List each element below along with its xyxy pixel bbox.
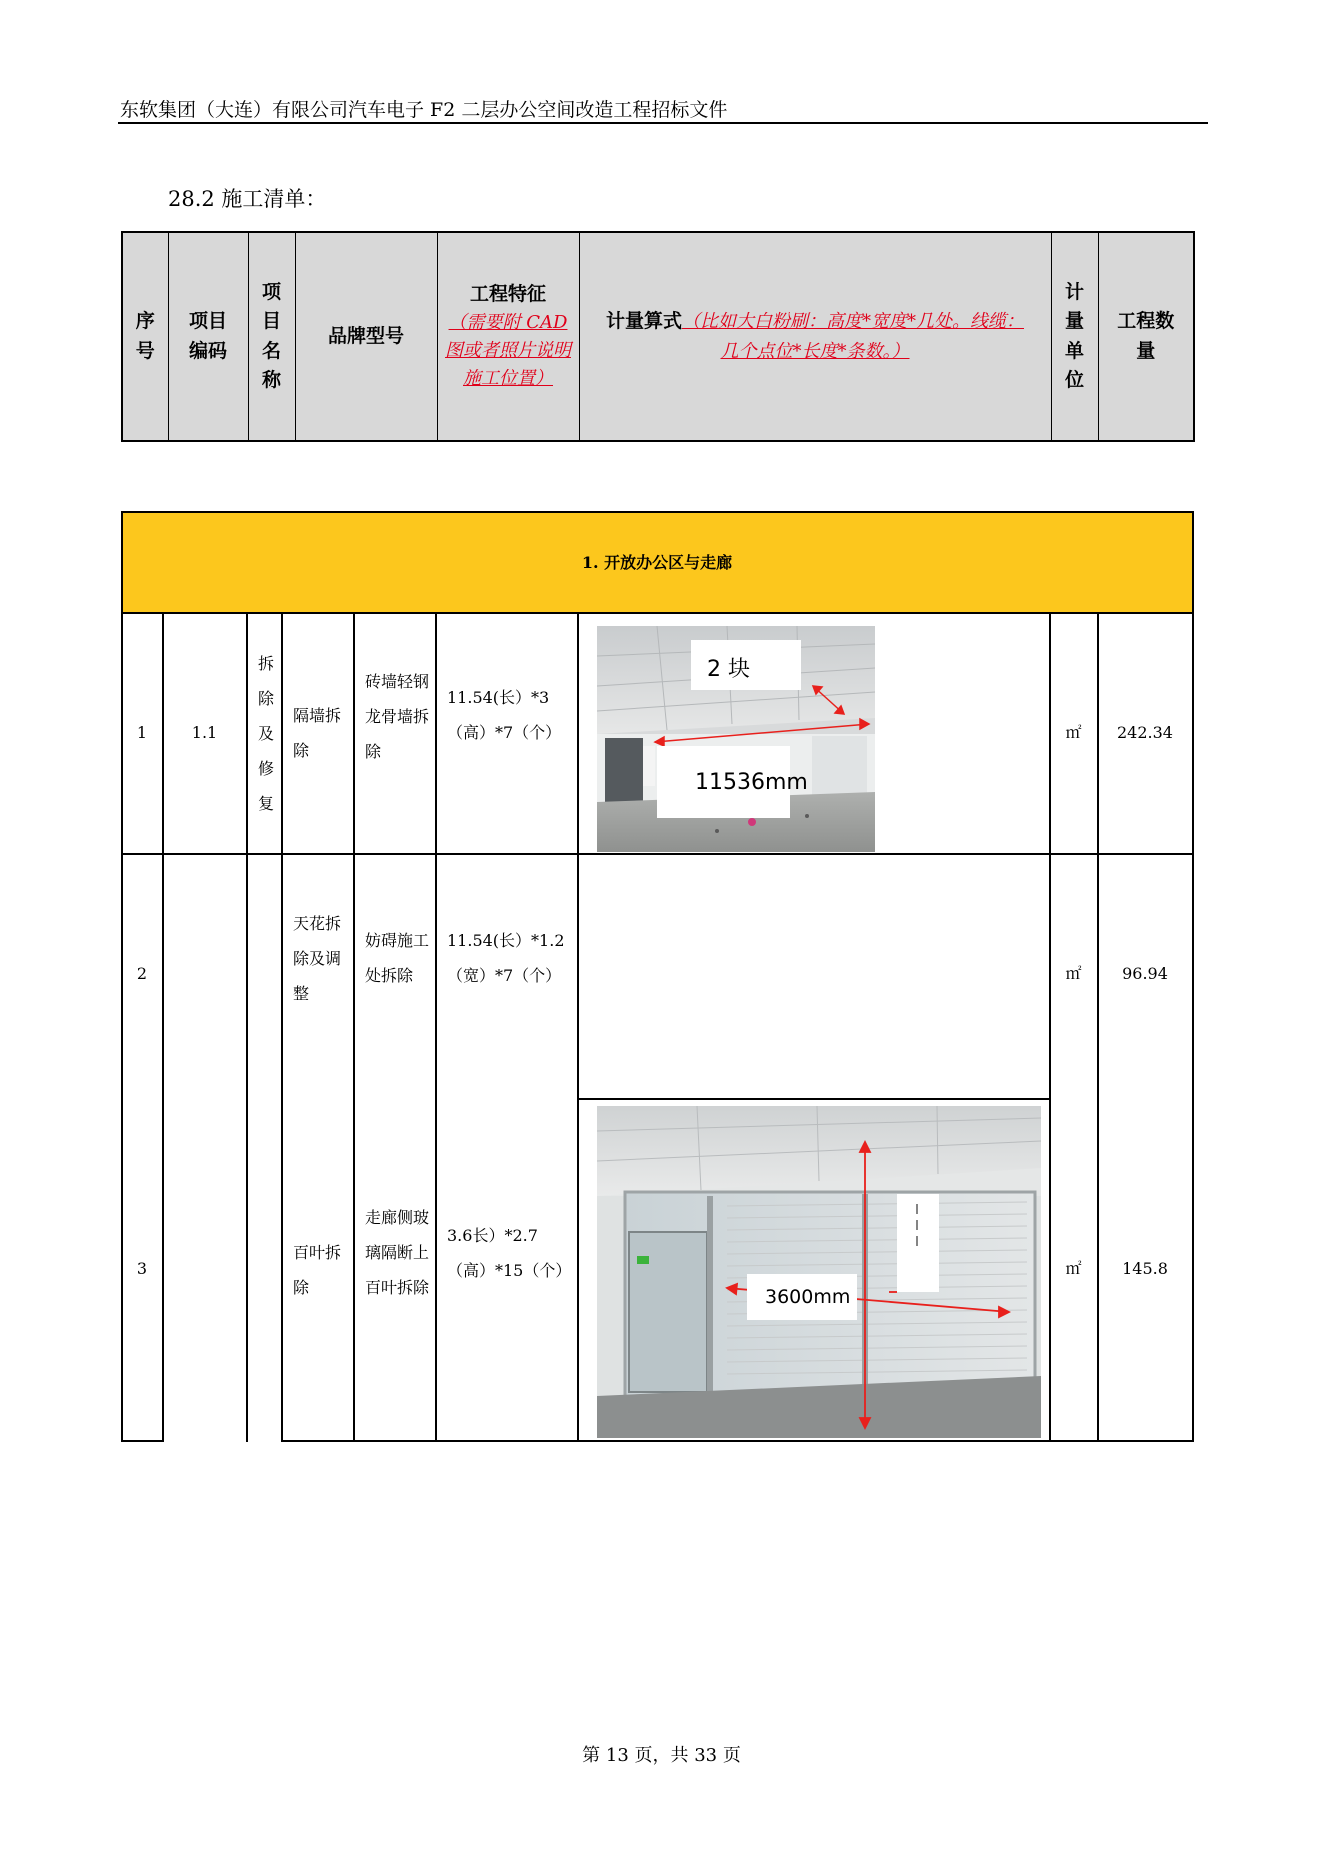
- photo1-label-length: 11536mm: [695, 770, 808, 795]
- col-header-qty: 工程数量: [1098, 232, 1194, 441]
- grid-line: [121, 511, 1193, 513]
- row1-formula: 11.54(长）*3（高）*7（个）: [447, 688, 562, 742]
- grid-line: [121, 1440, 163, 1442]
- grid-line: [281, 612, 283, 1442]
- section-title: 28.2 施工清单：: [168, 187, 327, 211]
- document-header-title: 东软集团（大连）有限公司汽车电子 F2 二层办公空间改造工程招标文件: [120, 99, 728, 121]
- photo2-label-length: 3600mm: [765, 1286, 851, 1308]
- construction-list-header-table: [121, 231, 1195, 442]
- photo-demolition-wall: [597, 626, 875, 852]
- row1-unit: ㎡: [1065, 723, 1082, 742]
- row1-qty: 242.34: [1117, 723, 1173, 742]
- row3-no: 3: [136, 1259, 148, 1278]
- row3-qty: 145.8: [1122, 1259, 1168, 1278]
- row1-no: 1: [136, 723, 148, 742]
- grid-line: [246, 612, 248, 1442]
- group-title: 1. 开放办公区与走廊: [581, 553, 733, 572]
- row2-formula: 11.54(长）*1.2（宽）*7（个）: [447, 931, 565, 985]
- col-header-feature: [437, 232, 579, 441]
- col-header-unit: 计量单位: [1051, 232, 1098, 441]
- grid-line: [281, 1440, 1193, 1442]
- row1-code: 1.1: [191, 723, 218, 742]
- grid-line: [1192, 511, 1194, 1442]
- col-header-no: 序号: [122, 232, 168, 441]
- col-header-name: 项目名称: [248, 232, 295, 441]
- row1-feature: 砖墙轻钢龙骨墙拆除: [365, 672, 430, 761]
- grid-line: [577, 1098, 1050, 1100]
- grid-line: [577, 612, 579, 1442]
- row3-feature: 走廊侧玻璃隔断上百叶拆除: [365, 1208, 430, 1297]
- row2-qty: 96.94: [1122, 964, 1168, 983]
- row3-formula: 3.6长）*2.7（高）*15（个）: [447, 1226, 572, 1280]
- col-header-code: 项目编码: [168, 232, 248, 441]
- photo1-label-count: 2 块: [707, 657, 750, 682]
- page-number: 第 13 页，共 33 页: [582, 1745, 741, 1766]
- formula-title: 计量算式: [605, 310, 682, 333]
- row3-brand: 百叶拆除: [293, 1243, 342, 1297]
- photo-corridor-glass-partition: [597, 1106, 1041, 1438]
- feature-title: 工程特征: [469, 282, 546, 305]
- formula-note: （比如大白粉刷：高度*宽度*几处。线缆：几个点位*长度*条数。）: [682, 311, 1024, 362]
- photo-corridor-glass-partition-image: [597, 1106, 1041, 1438]
- header-rule: [118, 122, 1208, 124]
- row1-brand: 隔墙拆除: [293, 706, 342, 760]
- row2-brand: 天花拆除及调整: [293, 914, 342, 1003]
- col-header-brand: 品牌型号: [295, 232, 437, 441]
- row1-name: 拆除及修复: [258, 654, 275, 813]
- row2-no: 2: [136, 964, 148, 983]
- row2-unit: ㎡: [1065, 964, 1082, 983]
- col-header-formula: [579, 232, 1051, 441]
- grid-line: [435, 612, 437, 1442]
- row2-feature: 妨碍施工处拆除: [365, 931, 430, 985]
- feature-note: （需要附 CAD 图或者照片说明施工位置）: [445, 312, 571, 390]
- grid-line: [353, 612, 355, 1442]
- row3-unit: ㎡: [1065, 1259, 1082, 1278]
